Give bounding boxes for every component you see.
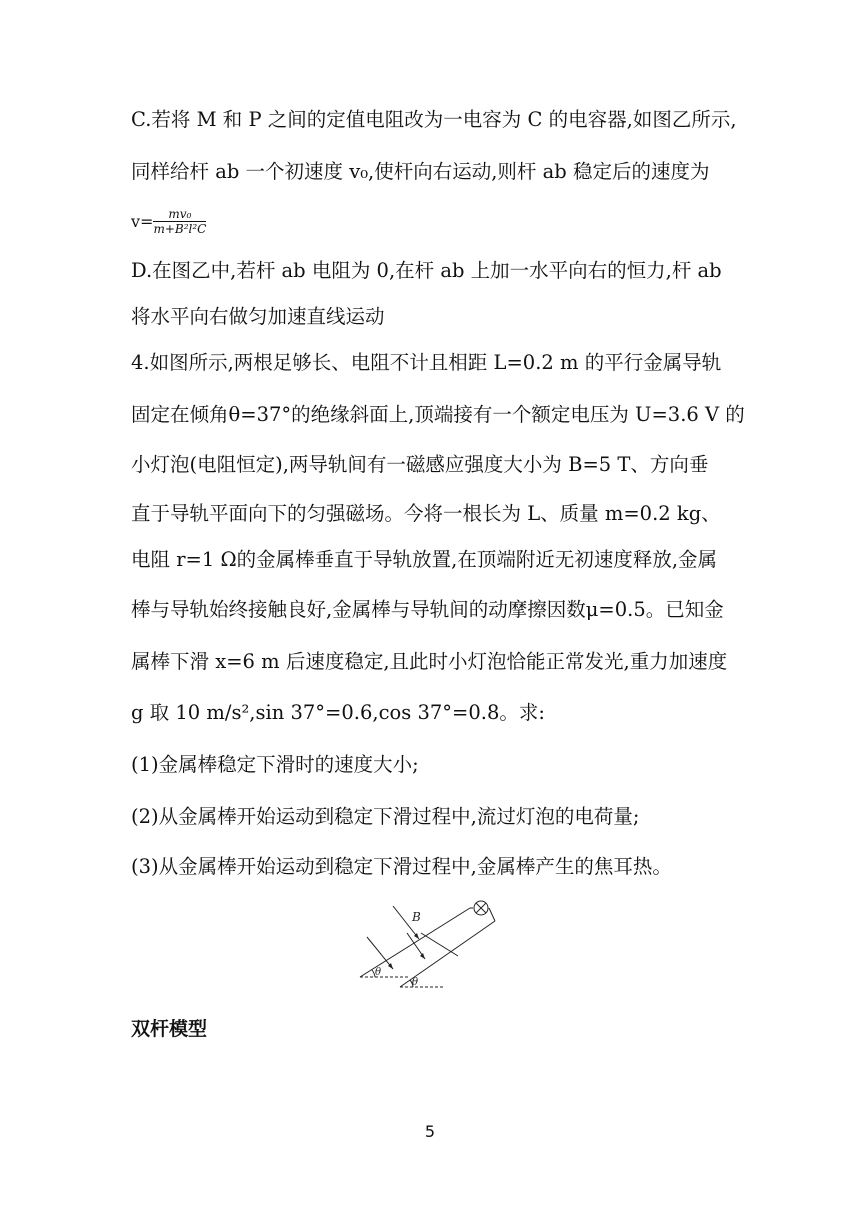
field-arrowhead	[420, 953, 425, 959]
question-3: (3)从金属棒开始运动到稳定下滑过程中,金属棒产生的焦耳热。	[131, 855, 672, 878]
option-c-formula	[131, 207, 206, 236]
section-title: 双杆模型	[131, 1018, 208, 1040]
metal-rod	[421, 933, 458, 956]
problem-4-line: 固定在倾角θ=37°的绝缘斜面上,顶端接有一个额定电压为 U=3.6 V 的	[131, 403, 745, 426]
formula-lhs: v=	[131, 211, 154, 231]
label-theta-1: θ	[375, 967, 382, 978]
problem-4-line: g 取 10 m/s²,sin 37°=0.6,cos 37°=0.8。求:	[131, 701, 545, 724]
bulb-icon	[474, 901, 488, 915]
page-number: 5	[424, 1122, 436, 1141]
formula-denominator: m+B²l²C	[153, 222, 207, 236]
problem-4-line: 属棒下滑 x=6 m 后速度稳定,且此时小灯泡恰能正常发光,重力加速度	[131, 650, 728, 673]
problem-4-line: 直于导轨平面向下的匀强磁场。今将一根长为 L、质量 m=0.2 kg、	[131, 502, 721, 525]
question-1: (1)金属棒稳定下滑时的速度大小;	[131, 753, 419, 776]
label-b: B	[412, 910, 421, 924]
option-d-line-1: D.在图乙中,若杆 ab 电阻为 0,在杆 ab 上加一水平向右的恒力,杆 ab	[131, 259, 722, 282]
option-c-line-1: C.若将 M 和 P 之间的定值电阻改为一电容为 C 的电容器,如图乙所示,	[131, 108, 737, 131]
problem-4-line: 电阻 r=1 Ω的金属棒垂直于导轨放置,在顶端附近无初速度释放,金属	[131, 548, 718, 571]
problem-4-line: 小灯泡(电阻恒定),两导轨间有一磁感应强度大小为 B=5 T、方向垂	[131, 453, 709, 476]
question-2: (2)从金属棒开始运动到稳定下滑过程中,流过灯泡的电荷量;	[131, 805, 640, 828]
formula-numerator: mv₀	[153, 207, 206, 222]
problem-4-line: 4.如图所示,两根足够长、电阻不计且相距 L=0.2 m 的平行金属导轨	[131, 351, 722, 374]
option-c-line-2: 同样给杆 ab 一个初速度 v₀,使杆向右运动,则杆 ab 稳定后的速度为	[131, 160, 710, 183]
label-theta-2: θ	[412, 977, 419, 988]
formula-fraction	[153, 207, 206, 236]
problem-4-line: 棒与导轨始终接触良好,金属棒与导轨间的动摩擦因数μ=0.5。已知金	[131, 598, 724, 621]
option-d-line-2: 将水平向右做匀加速直线运动	[131, 305, 385, 328]
incline-rails-diagram	[355, 893, 505, 1005]
